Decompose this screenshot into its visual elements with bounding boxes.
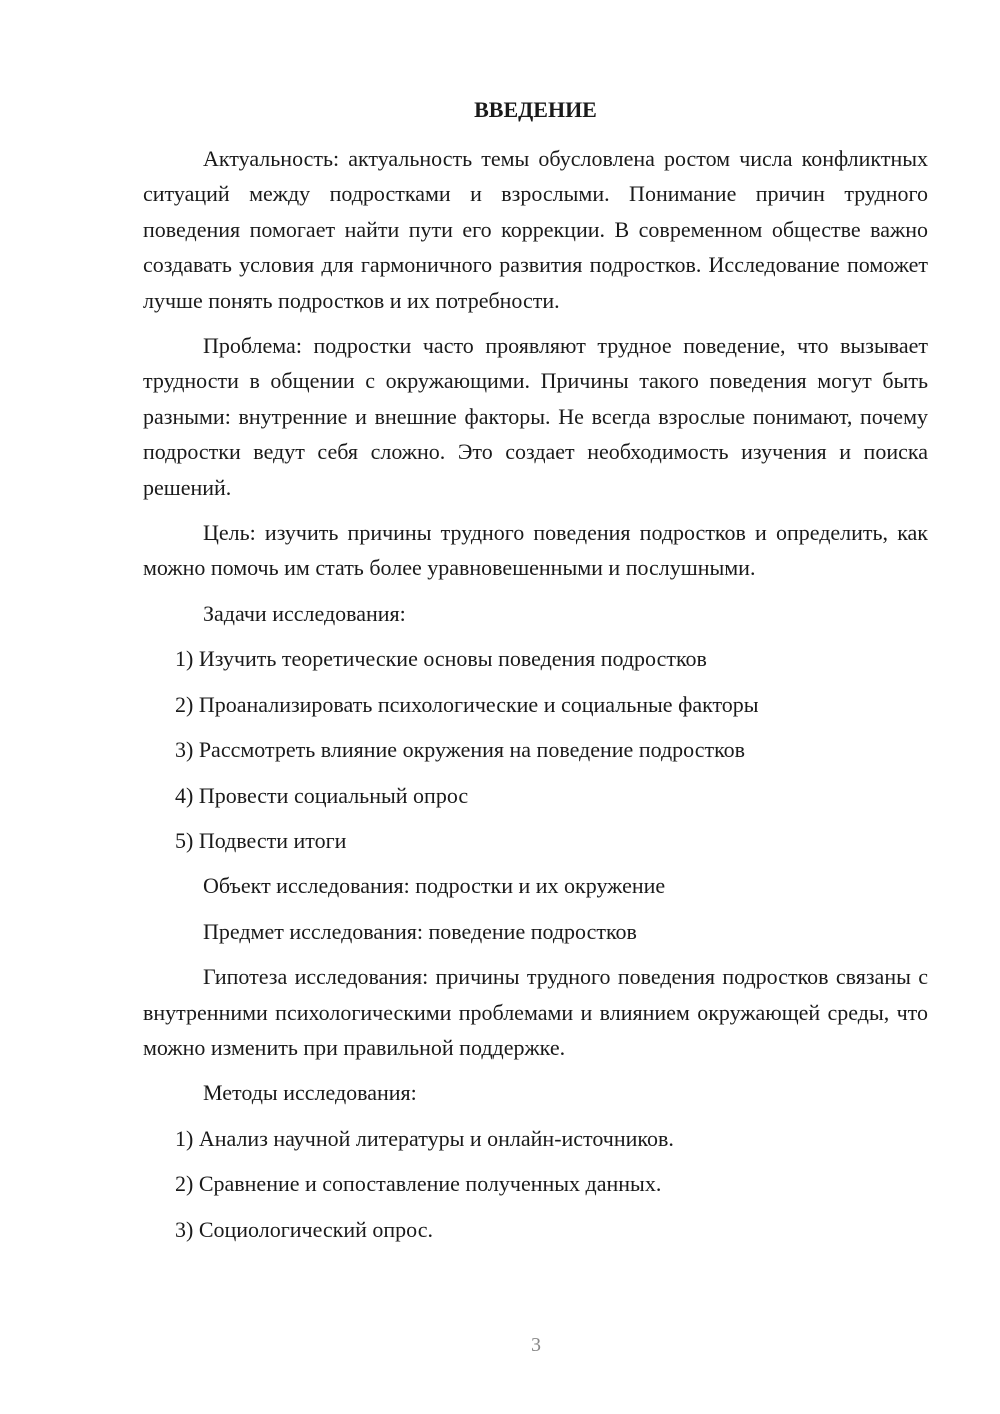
task-item: 4) Провести социальный опрос	[175, 782, 469, 808]
problem-paragraph: Проблема: подростки часто проявляют трудное поведение, что вызывает трудности в общении с окружающими. Причины такого поведения могут быть разными: внутренние и внешние факторы. Не всегда взрослые понимают, почему подростки ведут себя сложно. Это создает необходимость изучения и поиска решений.	[143, 333, 928, 500]
task-item: 5) Подвести итоги	[175, 827, 347, 853]
hypothesis-paragraph: Гипотеза исследования: причины трудного поведения подростков связаны с внутренними психологическими проблемами и влиянием окружающей среды, что можно изменить при правильной поддержке.	[143, 964, 928, 1060]
methods-title: Методы исследования:	[203, 1080, 417, 1106]
relevance-paragraph: Актуальность: актуальность темы обусловлена ростом числа конфликтных ситуаций между подростками и взрослыми. Понимание причин трудного поведения помогает найти пути его коррекции. В современном обществе важно создавать условия для гармоничного развития подростков. Исследование поможет лучше понять подростков и их потребности.	[143, 146, 928, 313]
tasks-title: Задачи исследования:	[203, 600, 406, 626]
task-item: 3) Рассмотреть влияние окружения на поведение подростков	[175, 737, 746, 763]
research-subject: Предмет исследования: поведение подростков	[203, 918, 637, 944]
document-page	[143, 92, 928, 1257]
research-object: Объект исследования: подростки и их окружение	[203, 873, 666, 899]
page-number: 3	[531, 1334, 541, 1356]
task-item: 2) Проанализировать психологические и социальные факторы	[175, 691, 759, 717]
section-heading: ВВЕДЕНИЕ	[474, 97, 597, 122]
goal-paragraph: Цель: изучить причины трудного поведения подростков и определить, как можно помочь им стать более уравновешенными и послушными.	[143, 520, 928, 581]
method-item: 1) Анализ научной литературы и онлайн-источников.	[175, 1125, 674, 1151]
method-item: 2) Сравнение и сопоставление полученных данных.	[175, 1171, 662, 1197]
task-item: 1) Изучить теоретические основы поведения подростков	[175, 646, 707, 672]
method-item: 3) Социологический опрос.	[175, 1216, 433, 1242]
